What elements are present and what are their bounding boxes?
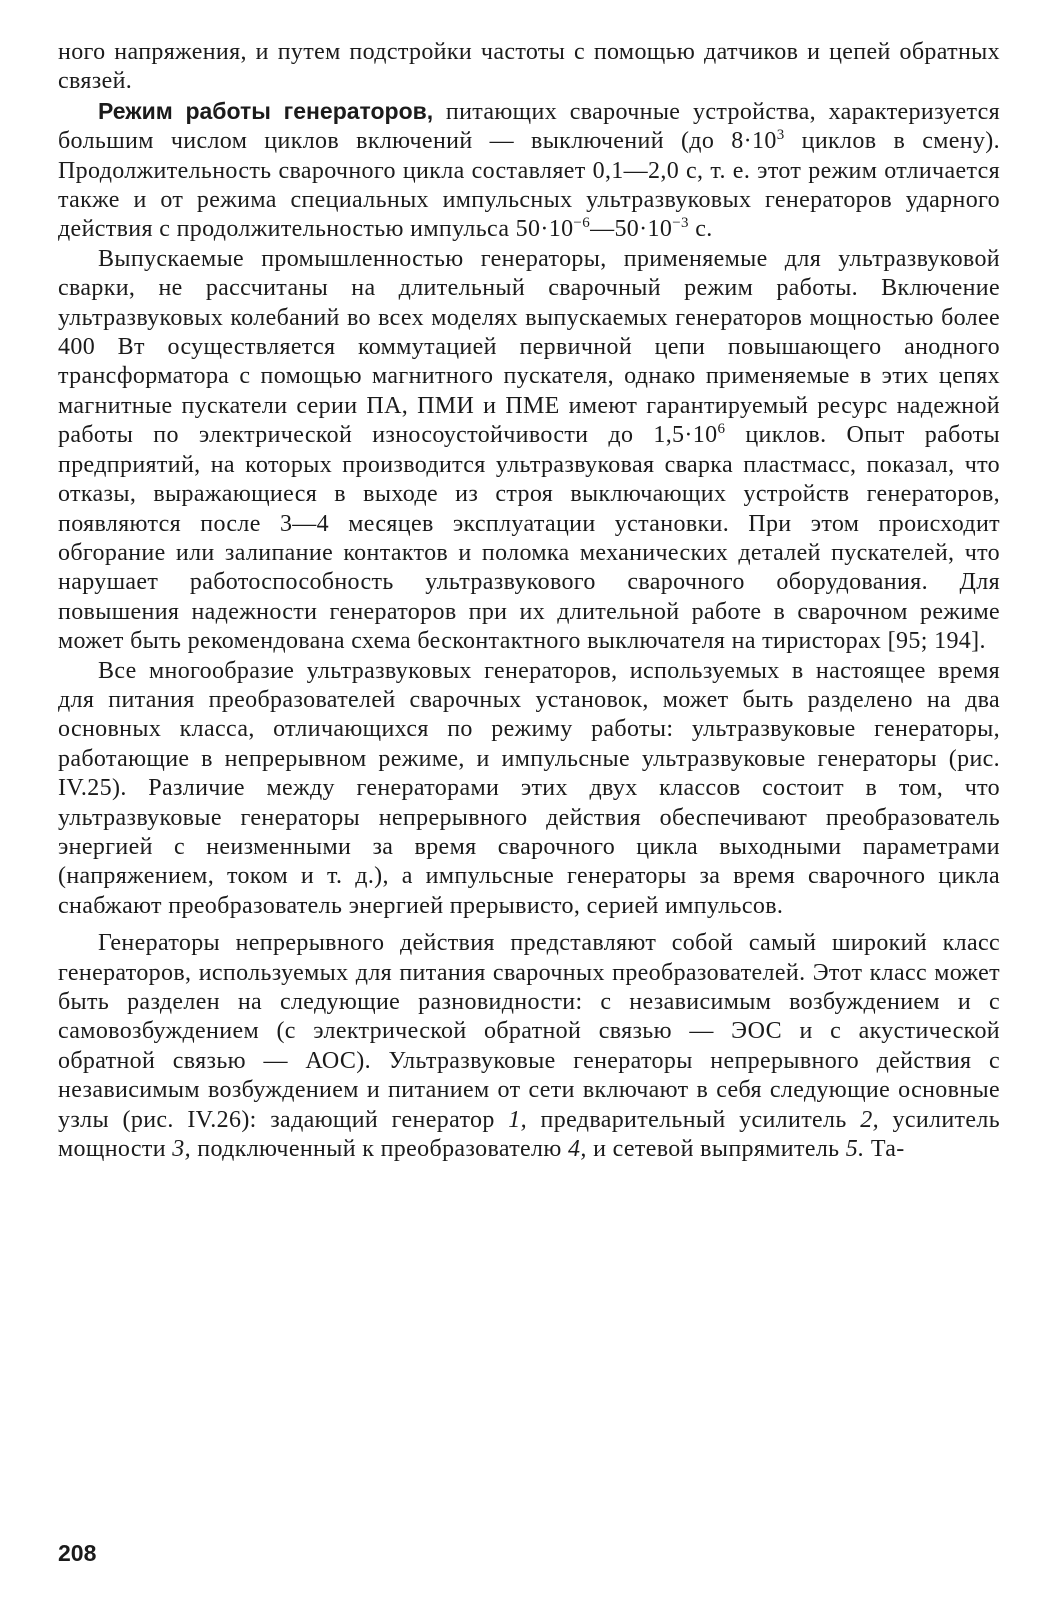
paragraph-2-text-c: —50·10 bbox=[590, 216, 673, 243]
paragraph-2 bbox=[58, 97, 1000, 245]
paragraph-3-text-a: Выпускаемые промышленностью генераторы, применяемые для ультразвуковой сварки, не рассчитаны на длительный сварочный режим работы. Включение ультразвуковых колебаний во всех моделях выпускаемых генераторов мощностью более 400 Вт осуществляется коммутацией первичной цепи повышающего анодного трансформатора с помощью магнитного пускателя, однако применяемые в этих цепях магнитные пускатели серии ПА, ПМИ и ПМЕ имеют гарантируемый ресурс надежной работы по электрической износоустойчивости до 1,5·10 bbox=[58, 245, 1000, 449]
superscript: 3 bbox=[776, 127, 785, 144]
paragraph-1-text: ного напряжения, и путем подстройки частоты с помощью датчиков и цепей обратных связей. bbox=[58, 39, 1000, 95]
paragraph-5-text-f: Та- bbox=[864, 1136, 905, 1163]
page-number: 208 bbox=[58, 1540, 97, 1566]
paragraph-5-text-e: и сетевой выпрямитель bbox=[586, 1136, 846, 1163]
paragraph-1 bbox=[58, 38, 1000, 97]
item-number: 2, bbox=[860, 1106, 879, 1133]
paragraph-5-text-c: усилитель мощности bbox=[58, 1106, 1001, 1163]
paragraph-3 bbox=[58, 245, 1000, 657]
superscript: −6 bbox=[573, 215, 591, 232]
paragraph-2-lead: Режим работы генераторов, bbox=[98, 97, 434, 124]
paragraph-5-text-d: подключенный к преобразователю bbox=[190, 1136, 569, 1163]
item-number: 5. bbox=[845, 1136, 865, 1163]
superscript: −3 bbox=[672, 215, 689, 232]
paragraph-4 bbox=[58, 657, 1000, 922]
paragraph-5-text-a: Генераторы непрерывного действия представляют собой самый широкий класс генераторов, используемых для питания сварочных преобразователей. Этот класс может быть разделен на следующие разновидности: с независимым возбуждением и с самовозбуждением (с электрической обратной связью — ЭОС и с акустической обратной связью — АОС). Ультразвуковые генераторы непрерывного действия с независимым возбуждением и питанием от сети включают в себя следующие основные узлы (рис. IV.26): задающий генератор bbox=[58, 930, 1000, 1133]
paragraph-2-text-b: циклов в смену). Продолжительность сварочного цикла составляет 0,1—2,0 с, т. е. этот режим отличается также и от режима специальных импульсных ультразвуковых генераторов ударного действия с продолжительностью импульса 50·10 bbox=[58, 128, 1000, 243]
superscript: 6 bbox=[717, 421, 726, 438]
item-number: 4, bbox=[568, 1136, 587, 1163]
paragraph-3-text-b: циклов. Опыт работы предприятий, на которых производится ультразвуковая сварка пластмасс, показал, что отказы, выражающиеся в выходе из строя выключающих устройств генераторов, появляются после 3—4 месяцев эксплуатации установки. При этом происходит обгорание или залипание контактов и поломка механических деталей пускателей, что нарушает работоспособность ультразвукового сварочного оборудования. Для повышения надежности генераторов при их длительной работе в сварочном режиме может быть рекомендована схема бесконтактного выключателя на тиристорах [95; 194]. bbox=[58, 422, 1001, 655]
paragraph-5-text-b: предварительный усилитель bbox=[526, 1106, 861, 1133]
paragraph-2-text-a: питающих сварочные устройства, характеризуется большим числом циклов включений — выключений (до 8·10 bbox=[58, 98, 1000, 155]
item-number: 3, bbox=[172, 1136, 191, 1163]
paragraph-4-text: Все многообразие ультразвуковых генераторов, используемых в настоящее время для питания преобразователей сварочных установок, может быть разделено на два основных класса, отличающихся по режиму работы: ультразвуковые генераторы, работающие в непрерывном режиме, и импульсные ультразвуковые генераторы (рис. IV.25). Различие между генераторами этих двух классов состоит в том, что ультразвуковые генераторы непрерывного действия обеспечивают преобразователь энергией с неизменными за время сварочного цикла выходными параметрами (напряжением, током и т. д.), а импульсные генераторы за время сварочного цикла снабжают преобразователь энергией прерывисто, серией импульсов. bbox=[58, 657, 1000, 919]
item-number: 1, bbox=[508, 1106, 527, 1133]
paragraph-2-text-d: с. bbox=[688, 216, 713, 243]
paragraph-5 bbox=[58, 929, 1000, 1164]
page-body bbox=[58, 38, 1000, 1164]
